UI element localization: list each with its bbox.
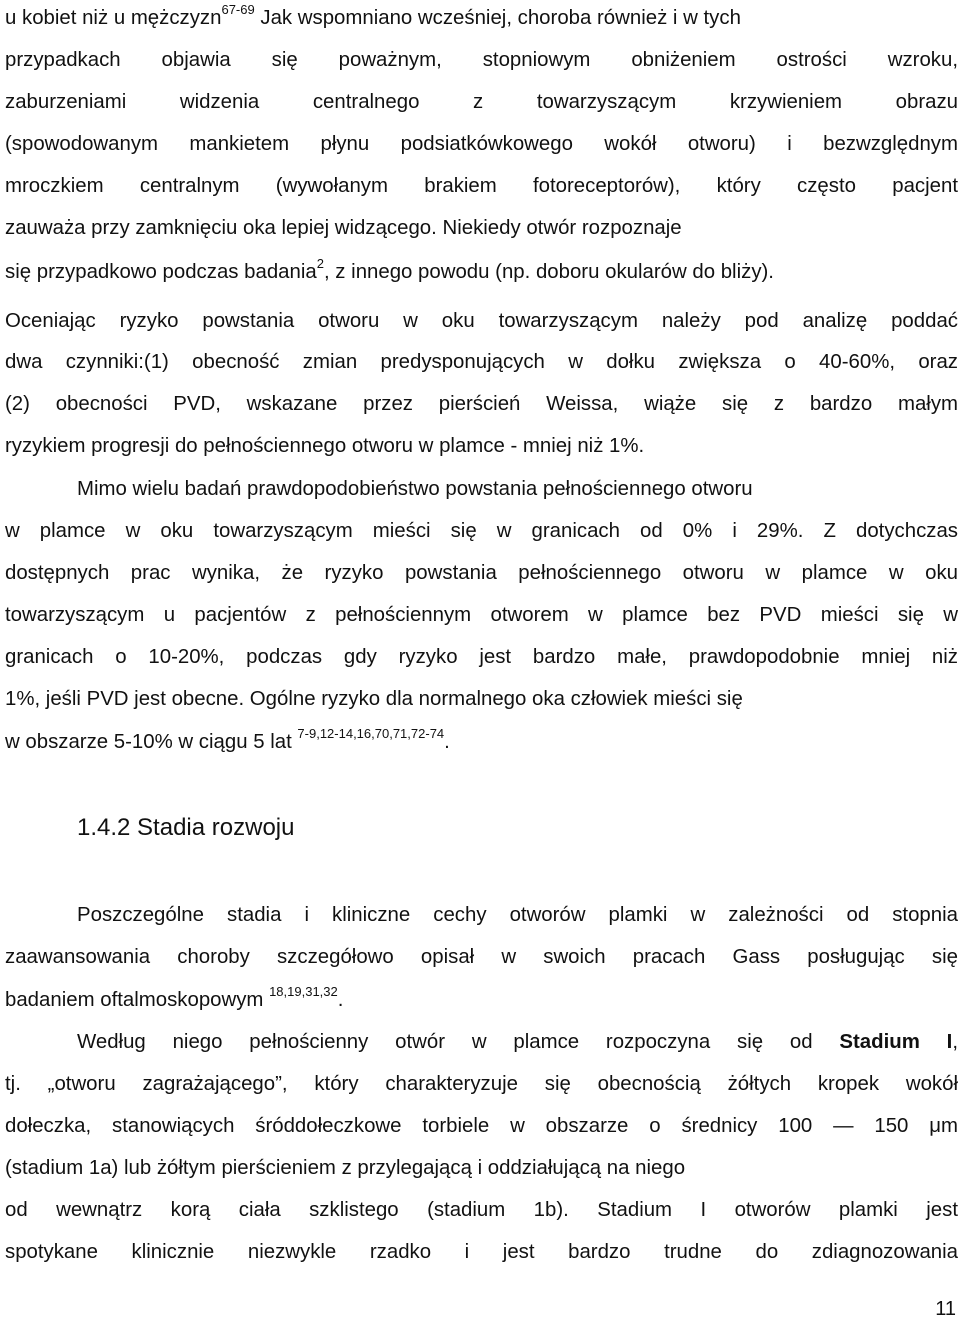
para3-line-5: granicach o 10-20%, podczas gdy ryzyko jest bardzo małe, prawdopodobnie mniej niż (5, 646, 958, 668)
para1-line-2: przypadkach objawia się poważnym, stopniowym obniżeniem ostrości wzroku, (5, 49, 958, 71)
page-number: 11 (935, 1298, 956, 1320)
citation: 67-69 (221, 2, 255, 18)
para4-line-1: Poszczególne stadia i kliniczne cechy otworów plamki w zależności od stopnia (77, 904, 958, 926)
text: u kobiet niż u mężczyzn (5, 7, 222, 29)
para5-line-5: od wewnątrz korą ciała szklistego (stadium 1b). Stadium I otworów plamki jest (5, 1199, 958, 1221)
para2-line-2: dwa czynniki:(1) obecność zmian predysponujących w dołku zwiększa o 40-60%, oraz (5, 351, 958, 373)
para1-line-3: zaburzeniami widzenia centralnego z towarzyszącym krzywieniem obrazu (5, 91, 958, 113)
para2-line-4: ryzykiem progresji do pełnościennego otworu w plamce - mniej niż 1%. (5, 435, 645, 457)
text: , z innego powodu (np. doboru okularów do bliży). (323, 261, 774, 283)
para3-line-4: towarzyszącym u pacjentów z pełnościennym otworem w plamce bez PVD mieści się w (5, 604, 958, 626)
para5-line-1 (77, 1028, 958, 1056)
para1-line-6: zauważa przy zamknięciu oka lepiej widzącego. Niekiedy otwór rozpoznaje (5, 217, 682, 239)
text: badaniem oftalmoskopowym (5, 989, 270, 1011)
text: . (337, 989, 344, 1011)
text: w obszarze 5-10% w ciągu 5 lat (5, 731, 298, 753)
bold-term: Stadium I (839, 1031, 953, 1053)
para3-line-3: dostępnych prac wynika, że ryzyko powstania pełnościennego otworu w plamce w oku (5, 562, 958, 584)
text: Jak wspomniano wcześniej, choroba również i w tych (254, 7, 741, 29)
para3-line-7 (5, 728, 958, 756)
para1-line-5: mroczkiem centralnym (wywołanym brakiem fotoreceptorów), który często pacjent (5, 175, 958, 197)
para4-line-2: zaawansowania choroby szczegółowo opisał w swoich pracach Gass posługując się (5, 946, 958, 968)
para1-line-1 (5, 4, 958, 32)
para3-line-1: Mimo wielu badań prawdopodobieństwo powstania pełnościennego otworu (77, 478, 753, 500)
citation: 7-9,12-14,16,70,71,72-74 (297, 726, 445, 742)
para5-line-6: spotykane klinicznie niezwykle rzadko i jest bardzo trudne do zdiagnozowania (5, 1241, 958, 1263)
text: Według niego pełnościenny otwór w plamce rozpoczyna się od (77, 1031, 840, 1053)
para2-line-1: Oceniając ryzyko powstania otworu w oku towarzyszącym należy pod analizę poddać (5, 310, 958, 332)
citation: 2 (316, 256, 324, 272)
para5-line-2: tj. „otworu zagrażającego”, który charakteryzuje się obecnością żółtych kropek wokół (5, 1073, 958, 1095)
para4-line-3 (5, 986, 958, 1014)
citation: 18,19,31,32 (269, 984, 338, 1000)
para3-line-6: 1%, jeśli PVD jest obecne. Ogólne ryzyko dla normalnego oka człowiek mieści się (5, 688, 743, 710)
para5-line-3: dołeczka, stanowiących śróddołeczkowe torbiele w obszarze o średnicy 100 — 150 μm (5, 1115, 958, 1137)
para2-line-3: (2) obecności PVD, wskazane przez pierścień Weissa, wiąże się z bardzo małym (5, 393, 958, 415)
text: się przypadkowo podczas badania (5, 261, 317, 283)
para5-line-4: (stadium 1a) lub żółtym pierścieniem z przylegającą i oddziałującą na niego (5, 1157, 686, 1179)
text: . (444, 731, 450, 753)
para1-line-7 (5, 258, 958, 286)
para1-line-4: (spowodowanym mankietem płynu podsiatkówkowego wokół otworu) i bezwzględnym (5, 133, 958, 155)
para3-line-2: w plamce w oku towarzyszącym mieści się w granicach od 0% i 29%. Z dotychczas (5, 520, 958, 542)
text: , (952, 1031, 958, 1053)
section-heading: 1.4.2 Stadia rozwoju (77, 814, 295, 841)
